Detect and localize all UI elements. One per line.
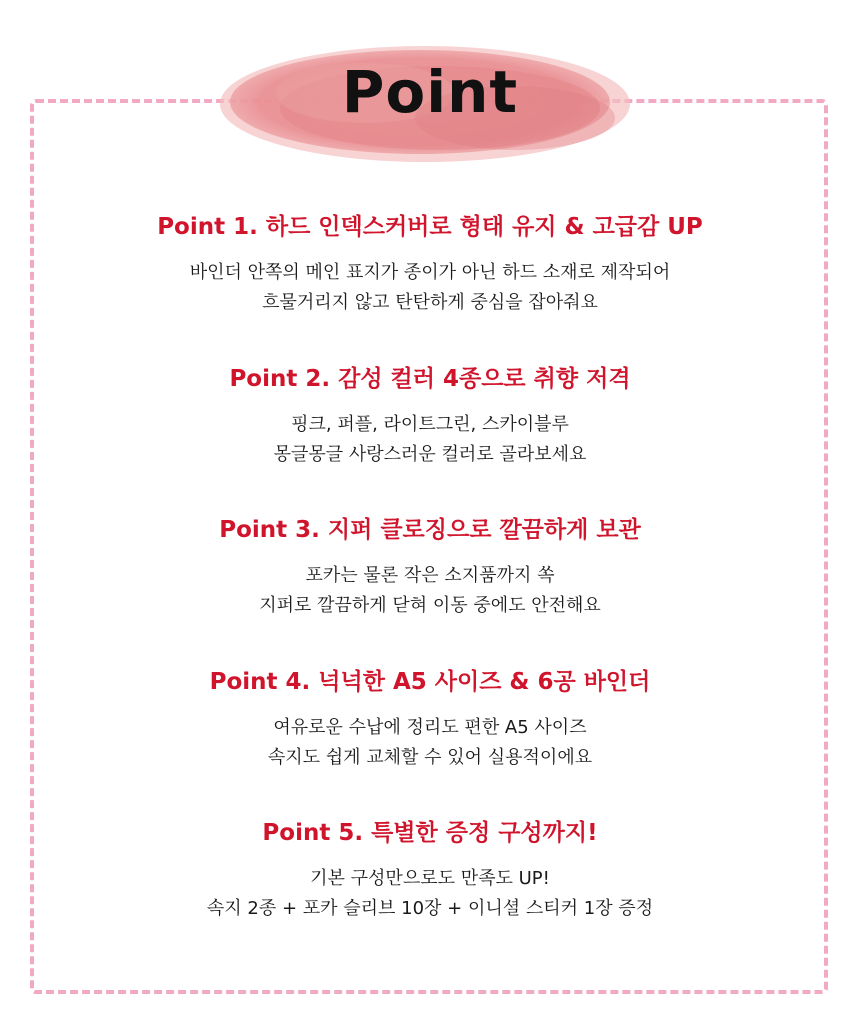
- point-item-5: [0, 818, 860, 924]
- point-heading: Point 5. 특별한 증정 구성까지!: [262, 820, 598, 846]
- point-line: 지퍼로 깔끔하게 닫혀 이동 중에도 안전해요: [259, 595, 601, 616]
- point-line: 흐물거리지 않고 탄탄하게 중심을 잡아줘요: [262, 292, 598, 313]
- point-item-4: [0, 667, 860, 773]
- point-line: 포카는 물론 작은 소지품까지 쏙: [305, 565, 555, 586]
- point-item-1: [0, 212, 860, 318]
- point-heading: Point 3. 지퍼 클로징으로 깔끔하게 보관: [219, 517, 641, 543]
- point-line: 여유로운 수납에 정리도 편한 A5 사이즈: [273, 717, 587, 738]
- point-line: 몽글몽글 사랑스러운 컬러로 골라보세요: [273, 444, 587, 465]
- page-title: Point: [341, 58, 519, 126]
- point-line: 속지도 쉽게 교체할 수 있어 실용적이에요: [267, 747, 593, 768]
- point-line: 속지 2종 + 포카 슬리브 10장 + 이니셜 스티커 1장 증정: [206, 898, 654, 919]
- point-item-2: [0, 364, 860, 470]
- point-description: [0, 864, 860, 924]
- point-description: [0, 410, 860, 470]
- point-heading: Point 4. 넉넉한 A5 사이즈 & 6공 바인더: [209, 669, 651, 695]
- point-line: 바인더 안쪽의 메인 표지가 종이가 아닌 하드 소재로 제작되어: [189, 262, 671, 283]
- point-line: 핑크, 퍼플, 라이트그린, 스카이블루: [291, 414, 569, 435]
- point-item-3: [0, 515, 860, 621]
- point-description: [0, 713, 860, 773]
- point-line: 기본 구성만으로도 만족도 UP!: [310, 868, 550, 889]
- point-description: [0, 258, 860, 318]
- point-heading: Point 2. 감성 컬러 4종으로 취향 저격: [229, 366, 631, 392]
- point-heading: Point 1. 하드 인덱스커버로 형태 유지 & 고급감 UP: [157, 214, 703, 240]
- point-description: [0, 561, 860, 621]
